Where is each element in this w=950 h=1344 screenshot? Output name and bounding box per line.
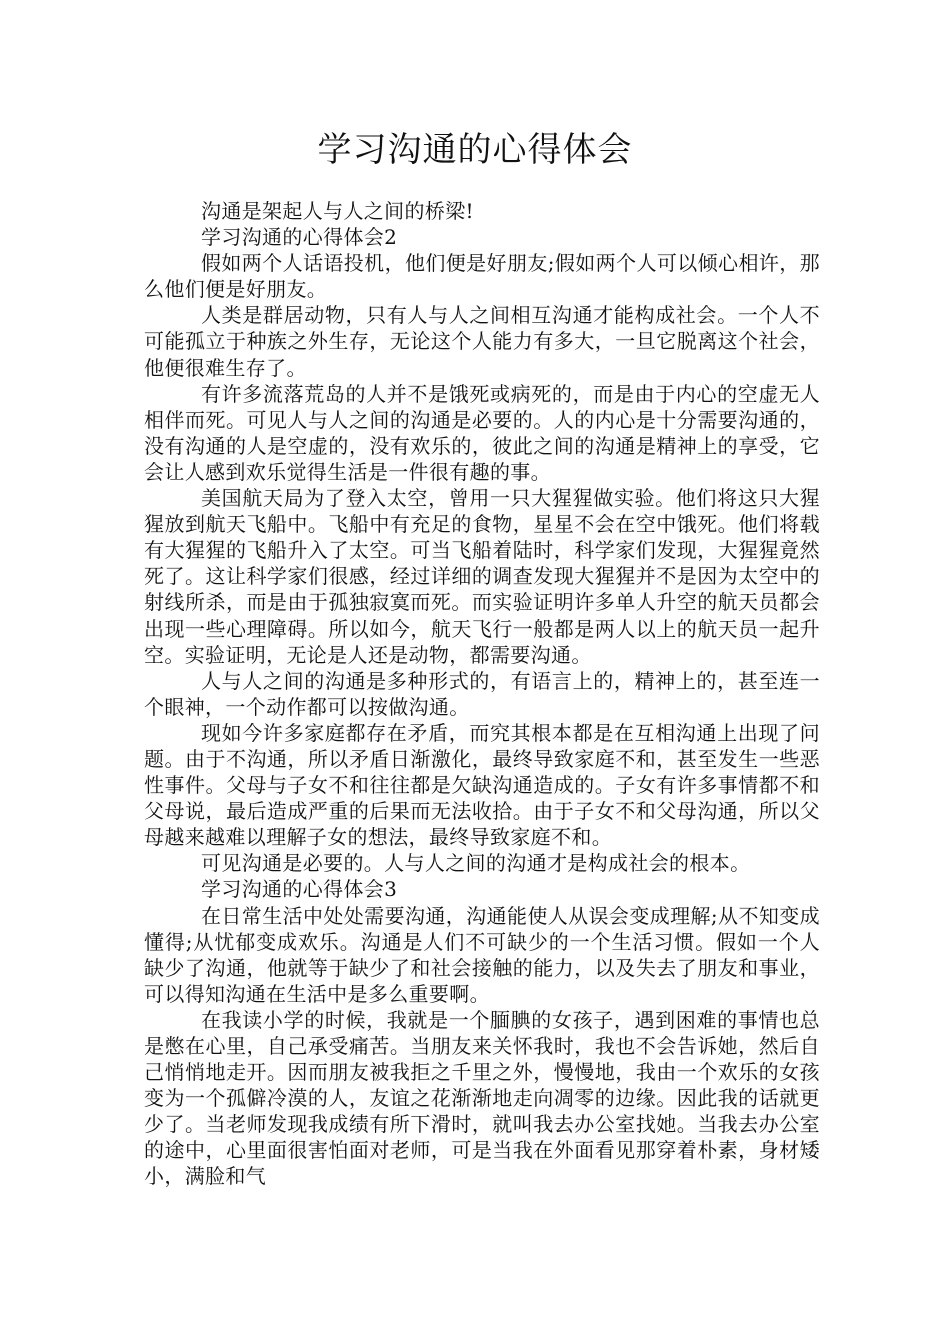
- paragraph: 可见沟通是必要的。人与人之间的沟通才是构成社会的根本。: [201, 851, 751, 876]
- paragraph: 美国航天局为了登入太空，曾用一只大猩猩做实验。他们将这只大猩猩放到航天飞船中。飞船中有充足的食物，星星不会在空中饿死。他们将载有大猩猩的飞船升入了太空。可当飞船着陆时，科学家们发现，大猩猩竟然死了。这让科学家们很感，经过详细的调查发现大猩猩并不是因为太空中的射线所杀，而是由于孤独寂寞而死。而实验证明许多单人升空的航天员都会出现一些心理障碍。所以如今，航天飞行一般都是两人以上的航天员一起升空。实验证明，无论是人还是动物，都需要沟通。: [144, 486, 820, 667]
- paragraph: 人类是群居动物，只有人与人之间相互沟通才能构成社会。一个人不可能孤立于种族之外生存，无论这个人能力有多大，一旦它脱离这个社会，他便很难生存了。: [144, 303, 820, 380]
- paragraph: 在日常生活中处处需要沟通，沟通能使人从误会变成理解;从不知变成懂得;从忧郁变成欢乐。沟通是人们不可缺少的一个生活习惯。假如一个人缺少了沟通，他就等于缺少了和社会接触的能力，以及失去了朋友和事业，可以得知沟通在生活中是多么重要啊。: [144, 903, 820, 1006]
- paragraph: 假如两个人话语投机，他们便是好朋友;假如两个人可以倾心相许，那么他们便是好朋友。: [144, 251, 820, 302]
- paragraph: 现如今许多家庭都存在矛盾，而究其根本都是在互相沟通上出现了问题。由于不沟通，所以矛盾日渐激化，最终导致家庭不和，甚至发生一些恶性事件。父母与子女不和往往都是欠缺沟通造成的。子女有许多事情都不和父母说，最后造成严重的后果而无法收拾。由于子女不和父母沟通，所以父母越来越难以理解子女的想法，最终导致家庭不和。: [144, 720, 820, 850]
- paragraph: 有许多流落荒岛的人并不是饿死或病死的，而是由于内心的空虚无人相伴而死。可见人与人之间的沟通是必要的。人的内心是十分需要沟通的，没有沟通的人是空虚的，没有欢乐的，彼此之间的沟通是精神上的享受，它会让人感到欢乐觉得生活是一件很有趣的事。: [144, 381, 820, 484]
- section-heading: 学习沟通的心得体会2: [201, 225, 398, 250]
- paragraph: 沟通是架起人与人之间的桥梁!: [201, 199, 474, 223]
- paragraph: 人与人之间的沟通是多种形式的，有语言上的，精神上的，甚至连一个眼神，一个动作都可以按做沟通。: [144, 668, 820, 719]
- document-title: 学习沟通的心得体会: [317, 130, 633, 170]
- paragraph: 在我读小学的时候，我就是一个腼腆的女孩子，遇到困难的事情也总是憋在心里，自己承受痛苦。当朋友来关怀我时，我也不会告诉她，然后自己悄悄地走开。因而朋友被我拒之千里之外，慢慢地，我由一个欢乐的女孩变为一个孤僻冷漠的人，友谊之花渐渐地走向凋零的边缘。因此我的话就更少了。当老师发现我成绩有所下滑时，就叫我去办公室找她。当我去办公室的途中，心里面很害怕面对老师，可是当我在外面看见那穿着朴素，身材矮小，满脸和气: [144, 1007, 820, 1189]
- document-body: [144, 198, 820, 1190]
- section-heading: 学习沟通的心得体会3: [201, 877, 398, 902]
